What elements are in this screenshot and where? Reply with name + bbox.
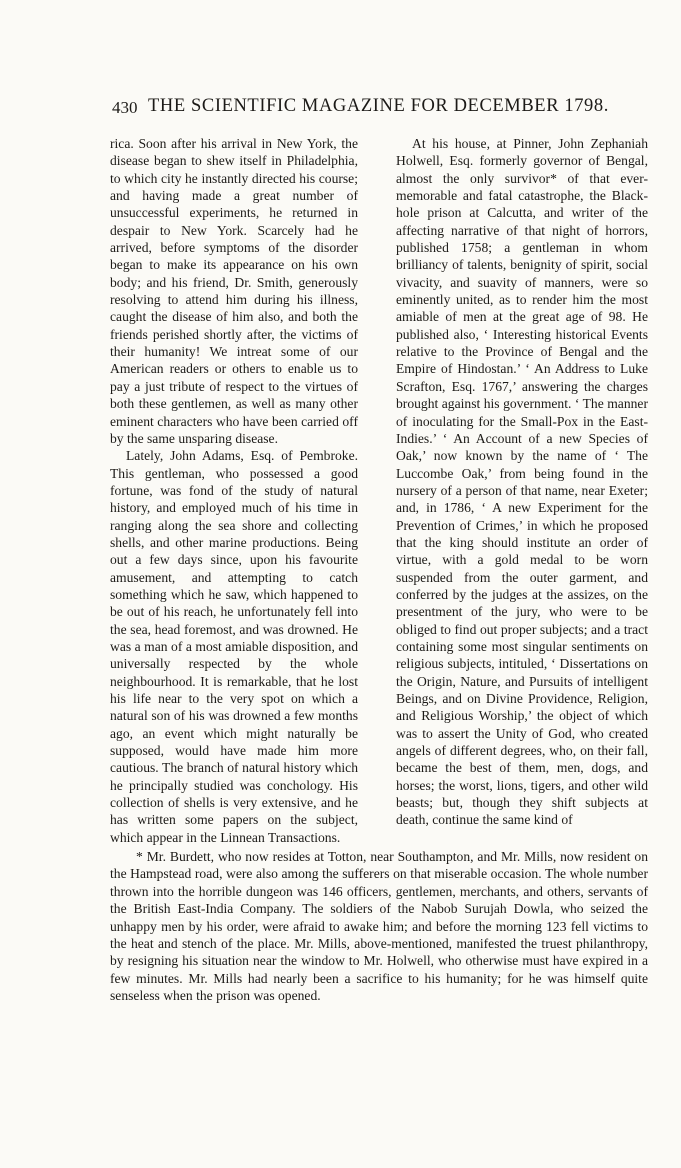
paragraph: rica. Soon after his arrival in New York, the disease began to shew itself in Philadelphia, to which city he instantly directed his course; and having made a great number of unsuccessful experiments, he returned in despair to New York. Scarcely had he arrived, before symptoms of the disorder began to make its appearance on his own body; and his friend, Dr. Smith, generously resolving to attend him during his illness, caught the disease of him also, and both the friends perished shortly after, the victims of their humanity! We intreat some of our American readers or others to enable us to pay a just tribute of respect to the virtues of both these gentlemen, as well as many other eminent characters who have been carried off by the same unsparing disease. [110, 136, 358, 446]
page-header [112, 96, 632, 120]
running-title: THE SCIENTIFIC MAGAZINE FOR DECEMBER 1798. [148, 96, 609, 116]
right-column [396, 135, 648, 835]
paragraph: Lately, John Adams, Esq. of Pembroke. This gentleman, who possessed a good fortune, was fond of the study of natural history, and employed much of his time in ranging along the sea shore and collecting shells, and other marine productions. Being out a few days since, upon his favourite amusement, and attempting to catch something which he saw, which happened to be out of his reach, he unfortunately fell into the sea, head foremost, and was drowned. He was a man of a most amiable disposition, and universally respected by the whole neighbourhood. It is remarkable, that he lost his life near to the very spot on which a natural son of his was drowned a few months ago, an event which might naturally be supposed, would have made him more cautious. The branch of natural history which he principally studied was conchology. His collection of shells is very extensive, and he has written some papers on the subject, which appear in the Linnean Transactions. [110, 448, 358, 845]
left-column [110, 135, 358, 845]
page-number: 430 [112, 98, 138, 117]
footnote: * Mr. Burdett, who now resides at Totton, near Southampton, and Mr. Mills, now resident on the Hampstead road, were also among the sufferers on that miserable occasion. The whole number thrown into the horrible dungeon was 146 officers, gentlemen, merchants, and others, servants of the British East-India Company. The soldiers of the Nabob Surujah Dowla, who seized the unhappy men by his order, were afraid to awake him; and before the morning 123 fell victims to the heat and stench of the place. Mr. Mills, above-mentioned, manifested the truest philanthropy, by resigning his situation near the window to Mr. Holwell, who otherwise must have expired in a few minutes. Mr. Mills had nearly been a sacrifice to his humanity; for he was himself quite senseless when the prison was opened. [110, 849, 648, 1004]
paragraph: At his house, at Pinner, John Zephaniah Holwell, Esq. formerly governor of Bengal, almost the only survivor* of that ever-memorable and fatal catastrophe, the Black-hole prison at Calcutta, and writer of the affecting narrative of that night of horrors, published 1758; a gentleman in whom brilliancy of talents, benignity of spirit, social vivacity, and suavity of manners, were so eminently united, as to render him the most amiable of men at the great age of 98. He published also, ‘ Interesting historical Events relative to the Province of Bengal and the Empire of Hindostan.’ ‘ An Address to Luke Scrafton, Esq. 1767,’ answering the charges brought against his government. ‘ The manner of inoculating for the Small-Pox in the East-Indies.’ ‘ An Account of a new Species of Oak,’ now known by the name of ‘ The Luccombe Oak,’ from being found in the nursery of a person of that name, near Exeter; and, in 1786, ‘ A new Experiment for the Prevention of Crimes,’ in which he proposed that the king should institute an order of virtue, with a gold medal to be worn suspended from the outer garment, and conferred by the judges at the assizes, on the presentment of the jury, who were to be obliged to find out proper subjects; and a tract containing some most singular sentiments on religious subjects, intituled, ‘ Dissertations on the Origin, Nature, and Pursuits of intelligent Beings, and on Divine Providence, Religion, and Religious Worship,’ the object of which was to assert the Unity of God, who created angels of different degrees, who, on their fall, became the best of them, men, dogs, and horses; the worst, lions, tigers, and other wild beasts; but, though they shift subjects at death, continue the same kind of [396, 136, 648, 828]
